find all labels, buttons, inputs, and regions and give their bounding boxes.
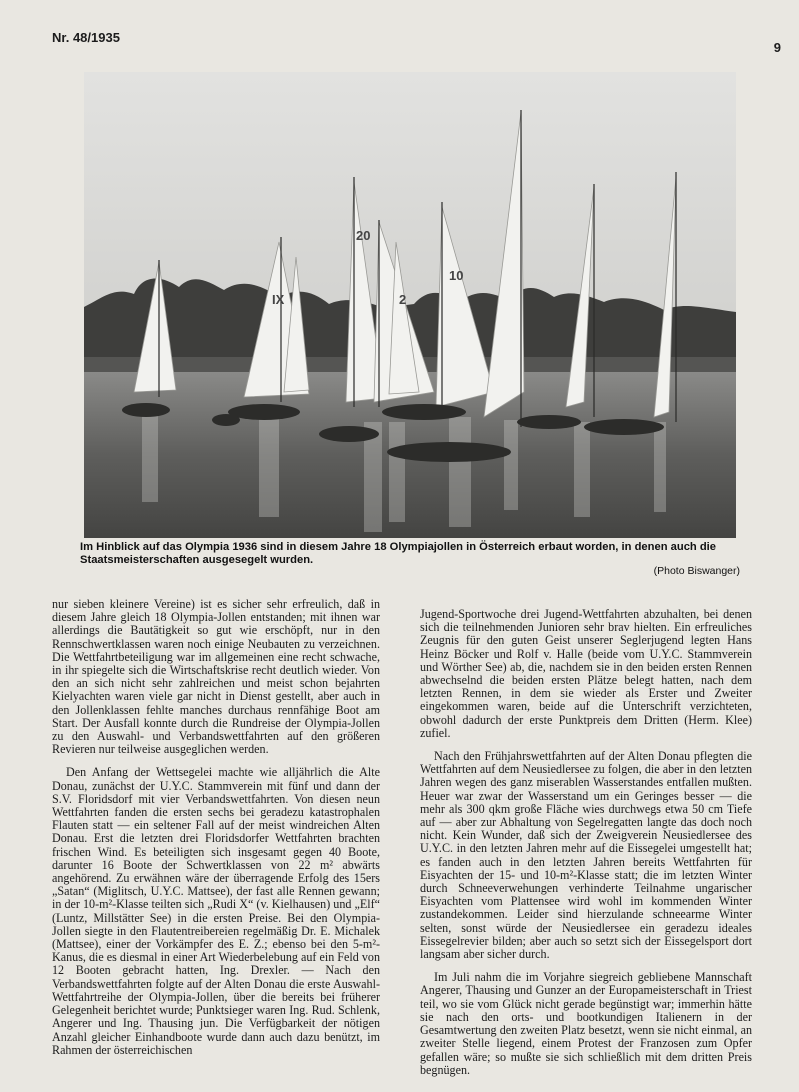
article-column-right: [420, 608, 752, 1087]
paragraph: Im Juli nahm die im Vorjahre siegreich gebliebene Mannschaft Angerer, Thausing und Gunzer an der Europameisterschaft in Triest teil, wo sie vom Glück nicht gerade begünstigt war; immerhin hätte sie nach den orts- und bootkundigen Italienern in der Gesamtwertung den zweiten Platz besetzt, wenn sie nicht einmal, an zweiter Stelle liegend, einem Protest der Franzosen zum Opfer gefallen wäre; so mußte sie sich schließlich mit dem dritten Preis begnügen.: [420, 970, 752, 1077]
article-column-left: [52, 598, 380, 1067]
sail-number: 10: [449, 268, 464, 283]
issue-number: Nr. 48/1935: [52, 30, 120, 45]
paragraph: nur sieben kleinere Vereine) ist es sicher sehr erfreulich, daß in diesem Jahre gleich 18 Olympia-Jollen entstanden; mit ihnen war allerdings die Bautätigkeit so gut wie erschöpft, nur in den Rennschwertklassen waren noch einige Neubauten zu verzeichnen. Die Wettfahrtbeteiligung war im allgemeinen eine recht schwache, in ihr spiegelte sich die Wirtschaftskrise recht deutlich wieder. Von den an sich nicht sehr zahlreichen und meist schon bejahrten Kielyachten waren viele gar nicht in Dienst gestellt, aber auch in den Jollenklassen fehlte manches durchaus rennfähige Boot am Start. Der Ausfall konnte durch die Rundreise der Olympia-Jollen zu den Auswahl- und Verbandswettfahrten auf den größeren Revieren nur teilweise ausgeglichen werden.: [52, 597, 380, 757]
paragraph: Den Anfang der Wettsegelei machte wie alljährlich die Alte Donau, zunächst der U.Y.C. Stammverein mit fünf und dann der S.V. Floridsdorf mit vier Verbandswettfahrten. Von diesen neun Wettfahrten fanden die ersten sechs bei geradezu katastrophalen Flauten statt — ein seltener Fall auf der meist windreichen Alten Donau. Erst die letzten drei Floridsdorfer Wettfahrten brachten frischen Wind. Es beteiligten sich insgesamt gegen 40 Boote, darunter 16 Boote der Schwertklassen von 22 m² abwärts angehörend. Zu erwähnen wäre der überragende Erfolg des 15ers „Satan“ (Miglitsch, U.Y.C. Mattsee), der fast alle Rennen gewann; in der 10-m²-Klasse teilten sich „Rudi X“ (v. Kielhausen) und „Elf“ (Luntz, Millstätter See) in die ersten Preise. Bei den Olympia-Jollen siegte in den Flautentreibereien regelmäßig Dr. E. Michalek (Mattsee), einer der Vorkämpfer des E. Z.; ebenso bei den 5-m²-Kanus, die es diesmal in einer Art Wiederbelebung auf ein Feld von 12 Booten gebracht hatten, Ing. Drexler. — Nach den Verbandswettfahrten folgte auf der Alten Donau die erste Auswahl-Wettfahrtreihe der Olympia-Jollen, über die bereits bei früherer Gelegenheit berichtet wurde; Punktsieger waren Ing. Rud. Schlenk, Angerer und Ing. Thausing jun. Die Verfügbarkeit der nötigen Anzahl gleicher Einhandboote wurde dann auch dazu benützt, im Rahmen der österreichischen: [52, 765, 380, 1057]
sail-number: IX: [272, 292, 285, 307]
photo-credit: (Photo Biswanger): [653, 565, 740, 577]
photo-caption: [80, 541, 740, 578]
paragraph: Nach den Frühjahrswettfahrten auf der Alten Donau pflegten die Wettfahrten auf dem Neusiedlersee zu folgen, die aber in den letzten Jahren wegen des ganz miserablen Wasserstandes entfallen mußten. Heuer war zwar der Wasserstand um ein Geringes besser — die mehr als 300 qkm große Fläche wies durchwegs etwa 50 cm Tiefe auf — aber zur Abhaltung von Segelregatten langte das doch noch nicht. Kein Wunder, daß sich der Zweigverein Neusiedlersee des U.Y.C. in den letzten Jahren mehr auf die Eissegelei umgestellt hat; es fanden auch in den letzten Jahren bereits Wettfahrten für Eisyachten der 15- und 10-m²-Klasse statt; die im letzten Winter durch Schneeverwehungen verhinderte Teilnahme ungarischer Eisyachten vom Plattensee wird wohl im kommenden Winter zustandekommen. Leider sind hierzulande schneearme Winter selten, sonst würde der Neusiedlersee ein geradezu ideales Eissegelrevier bilden; aber auch so setzt sich der Eissegelsport dort langsam aber sicher durch.: [420, 749, 752, 962]
sail-number: 20: [356, 228, 371, 243]
sailing-photo: [84, 72, 736, 538]
sail-number: 2: [399, 292, 407, 307]
paragraph: Jugend-Sportwoche drei Jugend-Wettfahrten abzuhalten, bei denen sich die teilnehmenden Junioren sehr brav hielten. Ein erfreuliches Zeugnis für den guten Geist unserer Seglerjugend legten Hans Heinz Böcker und Rolf v. Halle (beide vom U.Y.C. Stammverein und Wörther See) ab, die, nachdem sie in den beiden ersten Rennen abwechselnd die beiden ersten Plätze belegt hatten, nach dem letzten Rennen, in dem sie wieder als Erster und Zweiter eingekommen waren, beide auf die Unterschrift verzichteten, obwohl dadurch der erste Punktpreis dem Dritten (Herm. Klee) zufiel.: [420, 607, 752, 740]
page-number: 9: [773, 40, 781, 55]
caption-text: Im Hinblick auf das Olympia 1936 sind in diesem Jahre 18 Olympiajollen in Österreich erbaut worden, in denen auch die Staatsmeisterschaften ausgesegelt wurden.: [80, 541, 717, 566]
